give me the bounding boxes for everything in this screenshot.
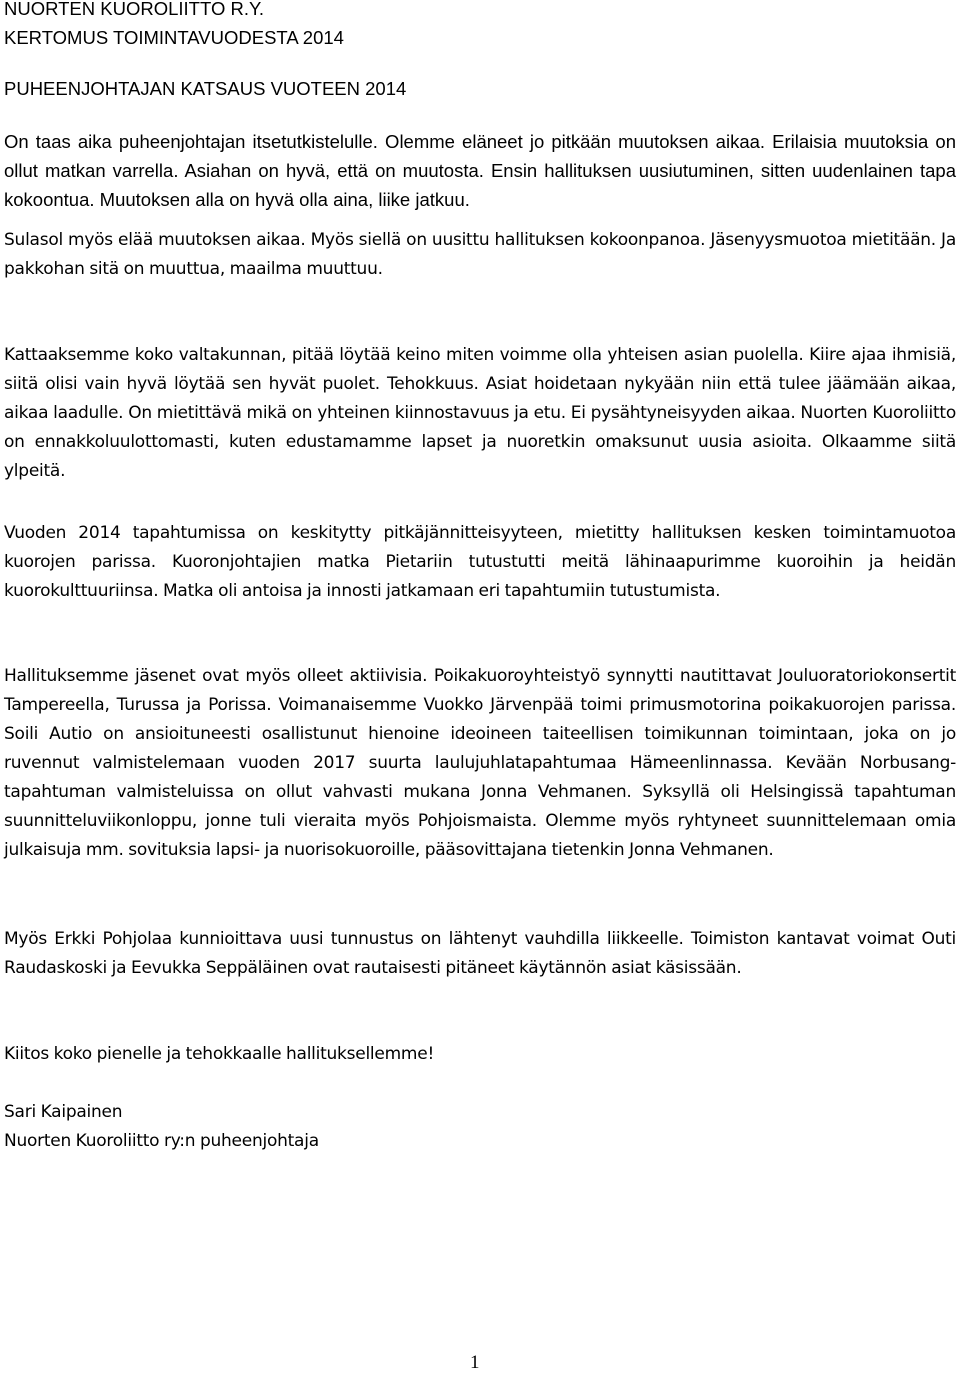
paragraph-hallituksemme: Hallituksemme jäsenet ovat myös olleet aktiivisia. Poikakuoroyhteistyö synnytti nautittavat Jouluoratoriokonsertit Tampereella, Turussa ja Porissa. Voimanaisemme Vuokko Järvenpää toimi primusmotorina poikakuorojen parissa. Soili Autio on ansioituneesti osallistunut hienoine ideoineen taiteellisen toimikunnan toimintaan, joka on jo ruvennut valmistelemaan vuoden 2017 suurta laulujuhlatapahtumaa Hämeenlinnassa. Kevään Norbusang-tapahtuman valmisteluissa on ollut vahvasti mukana Jonna Vehmanen. Syksyllä oli Helsingissä tapahtuman suunnitteluviikonloppu, jonne tuli vieraita myös Pohjoismaista. Olemme myös ryhtyneet suunnittelemaan omia julkaisuja mm. sovituksia lapsi- ja nuorisokuoroille, pääsovittajana tietenkin Jonna Vehmanen. xyxy=(4,666,956,860)
paragraph-kattaaksemme: Kattaaksemme koko valtakunnan, pitää löytää keino miten voimme olla yhteisen asian puolella. Kiire ajaa ihmisiä, siitä olisi vain hyvä löytää sen hyvät puolet. Tehokkuus. Asiat hoidetaan nykyään niin että tulee jäämään aikaa, aikaa laadulle. On mietittävä mikä on yhteinen kiinnostavuus ja etu. Ei pysähtyneisyyden aikaa. Nuorten Kuoroliitto on ennakkoluulottomasti, kuten edustamamme lapset ja nuoretkin omaksunut uusia asioita. Olkaamme siitä ylpeitä. xyxy=(4,345,956,481)
paragraph-kiitos: Kiitos koko pienelle ja tehokkaalle hallituksellemme! xyxy=(4,1044,435,1064)
section-title: PUHEENJOHTAJAN KATSAUS VUOTEEN 2014 xyxy=(4,78,407,99)
page-number: 1 xyxy=(470,1352,480,1373)
paragraph-intro: On taas aika puheenjohtajan itsetutkistelulle. Olemme eläneet jo pitkään muutoksen aikaa. Erilaisia muutoksia on ollut matkan varrella. Asiahan on hyvä, että on muutosta. Ensin hallituksen uusiutuminen, sitten uudenlainen tapa kokoontua. Muutoksen alla on hyvä olla aina, liike jatkuu. xyxy=(4,131,956,210)
signature-name: Sari Kaipainen xyxy=(4,1102,123,1122)
document-page xyxy=(4,0,956,1151)
report-title: KERTOMUS TOIMINTAVUODESTA 2014 xyxy=(4,27,344,48)
paragraph-erkki-pohjola: Myös Erkki Pohjolaa kunnioittava uusi tunnustus on lähtenyt vauhdilla liikkeelle. Toimiston kantavat voimat Outi Raudaskoski ja Eevukka Seppäläinen ovat rautaisesti pitäneet käytännön asiat käsissään. xyxy=(4,929,956,978)
signature-block xyxy=(4,1098,956,1156)
signature-role: Nuorten Kuoroliitto ry:n puheenjohtaja xyxy=(4,1131,319,1151)
paragraph-sulasol: Sulasol myös elää muutoksen aikaa. Myös siellä on uusittu hallituksen kokoonpanoa. Jäsenyysmuotoa mietitään. Ja pakkohan sitä on muuttua, maailma muuttuu. xyxy=(4,230,956,279)
organization-name: NUORTEN KUOROLIITTO R.Y. xyxy=(4,0,265,19)
paragraph-vuoden-2014: Vuoden 2014 tapahtumissa on keskitytty pitkäjännitteisyyteen, mietitty hallituksen kesken toimintamuotoa kuorojen parissa. Kuoronjohtajien matka Pietariin tutustutti meitä lähinaapurimme kuoroihin ja heidän kuorokulttuuriinsa. Matka oli antoisa ja innosti jatkamaan eri tapahtumiin tutustumista. xyxy=(4,523,956,601)
